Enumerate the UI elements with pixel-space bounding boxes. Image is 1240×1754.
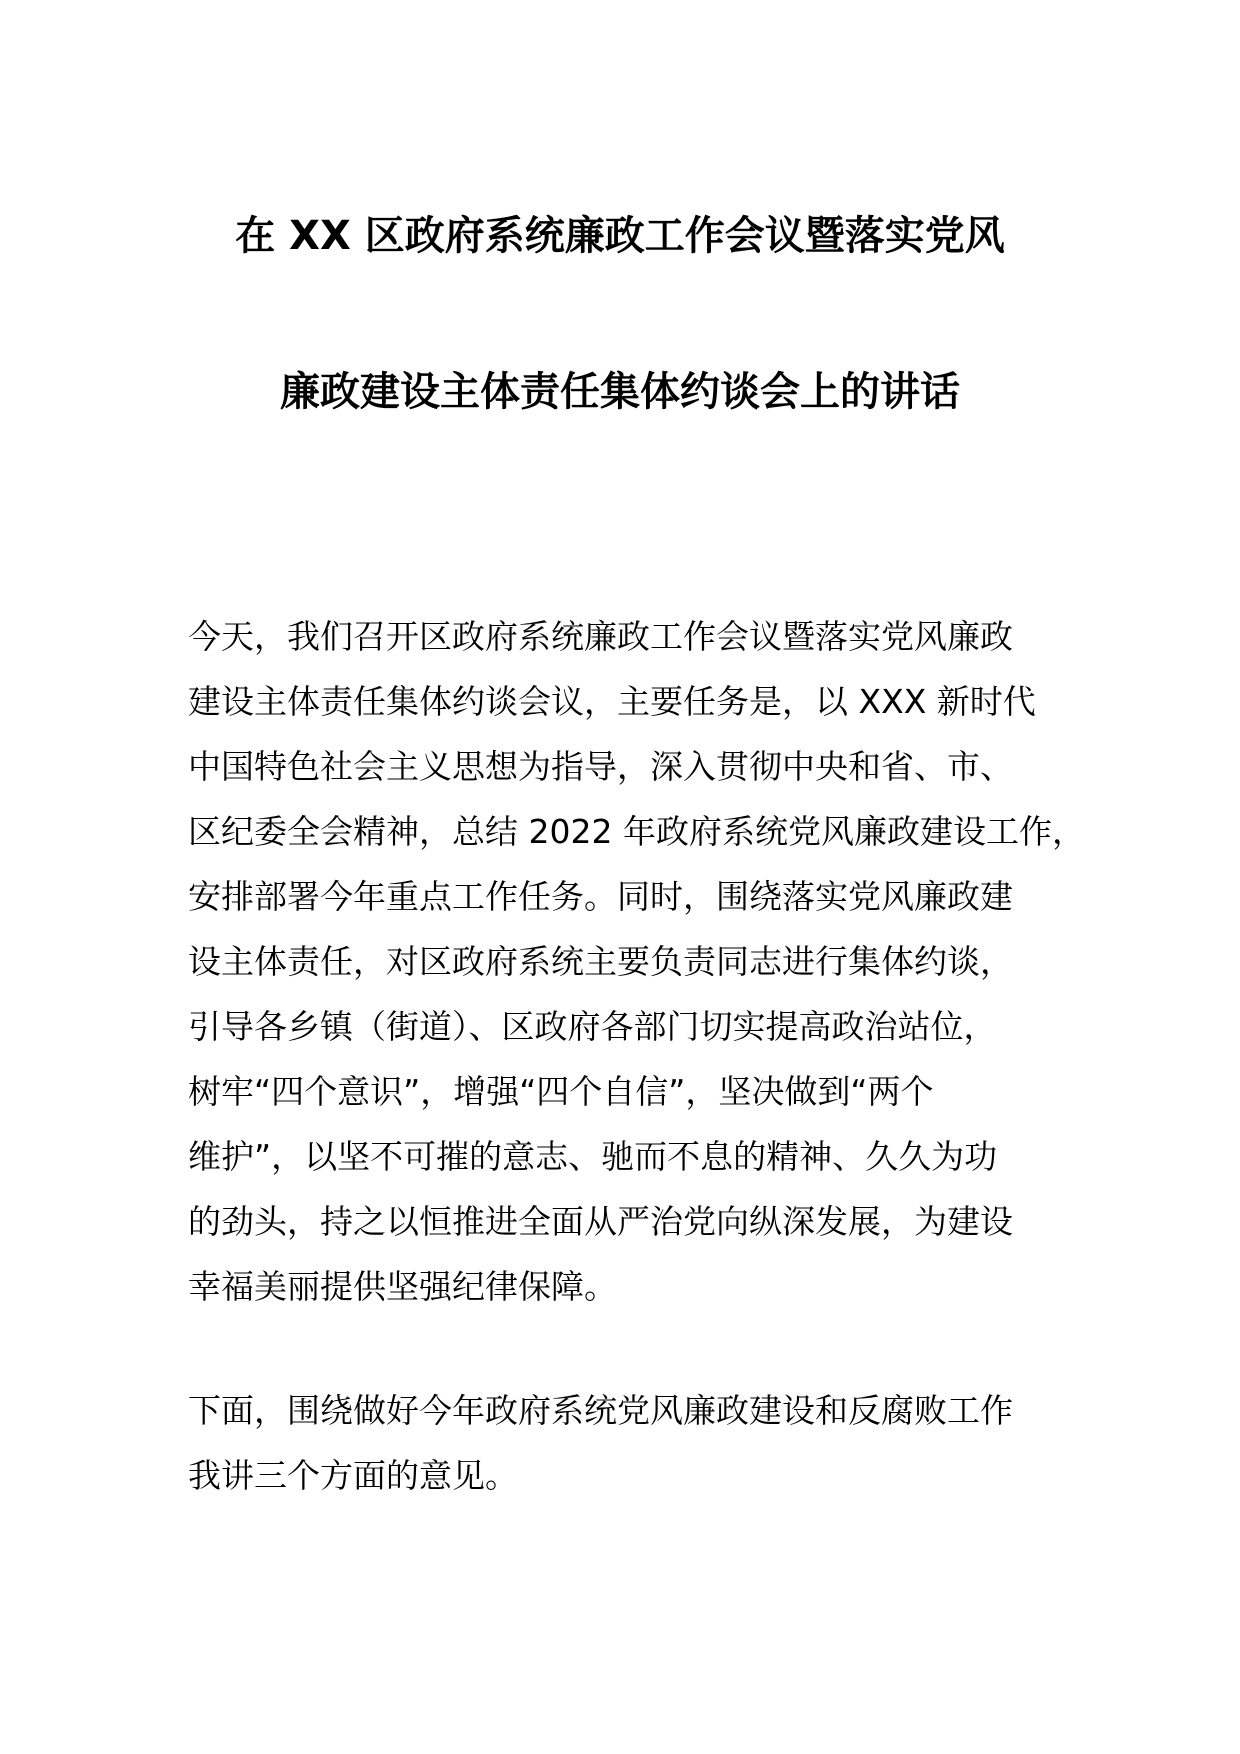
paragraph-line: 的劲头，持之以恒推进全面从严治党向纵深发展，为建设 (188, 1202, 1013, 1241)
paragraph-line: 幸福美丽提供坚强纪律保障。 (188, 1267, 617, 1306)
paragraph-line: 树牢“四个意识”，增强“四个自信”，坚决做到“两个 (188, 1072, 934, 1111)
paragraph-line: 下面，围绕做好今年政府系统党风廉政建设和反腐败工作 (188, 1391, 1013, 1430)
paragraph-line: 中国特色社会主义思想为指导，深入贯彻中央和省、市、 (188, 747, 1013, 786)
title-line-2: 廉政建设主体责任集体约谈会上的讲话 (280, 369, 960, 415)
title-line-1: 在 XX 区政府系统廉政工作会议暨落实党风 (235, 213, 1005, 259)
paragraph-line: 我讲三个方面的意见。 (188, 1456, 518, 1495)
paragraph-line: 区纪委全会精神，总结 2022 年政府系统党风廉政建设工作， (188, 812, 1085, 851)
paragraph-line: 安排部署今年重点工作任务。同时，围绕落实党风廉政建 (188, 877, 1013, 916)
paragraph-line: 今天，我们召开区政府系统廉政工作会议暨落实党风廉政 (188, 617, 1013, 656)
paragraph-line: 设主体责任，对区政府系统主要负责同志进行集体约谈， (188, 942, 1013, 981)
paragraph-line: 引导各乡镇（街道）、区政府各部门切实提高政治站位， (188, 1007, 997, 1046)
paragraph-line: 维护”，以坚不可摧的意志、驰而不息的精神、久久为功 (188, 1137, 998, 1176)
paragraph-outline (188, 1378, 1088, 1508)
paragraph-intro (188, 604, 1088, 1319)
paragraph-line: 建设主体责任集体约谈会议，主要任务是，以 XXX 新时代 (188, 682, 1036, 721)
